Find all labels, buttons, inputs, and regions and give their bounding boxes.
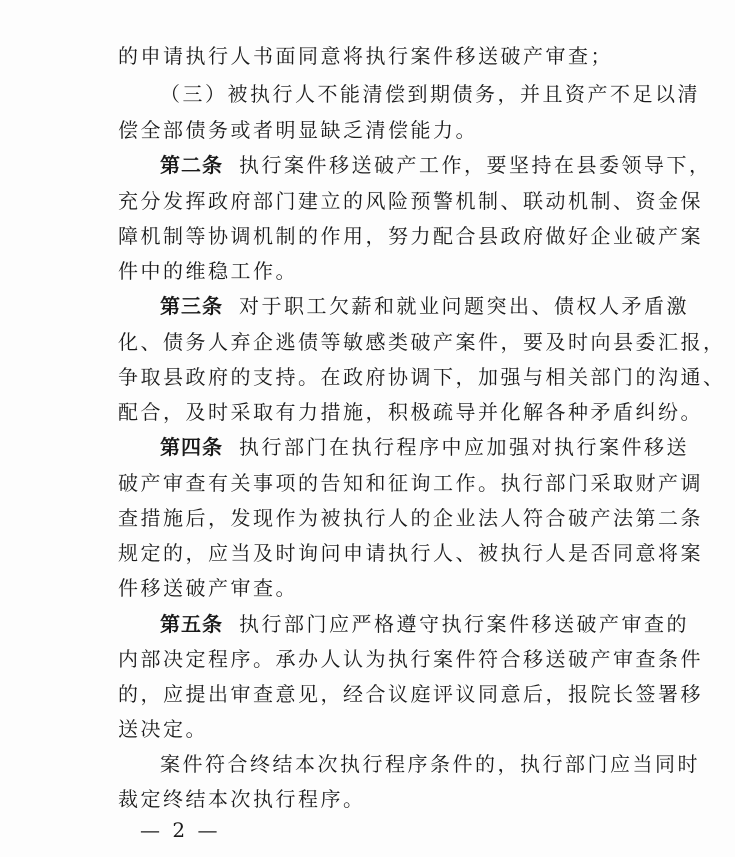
- text-line: 执行部门在执行程序中应加强对执行案件移送: [239, 435, 689, 459]
- text-line: 偿全部债务或者明显缺乏清偿能力。: [118, 118, 478, 142]
- text-line: （三）被执行人不能清偿到期债务，并且资产不足以清: [160, 82, 700, 106]
- article-2-first-line: [160, 153, 712, 177]
- article-2-heading: 第二条: [160, 153, 223, 177]
- article-3-heading: 第三条: [160, 294, 223, 318]
- article-5-first-line: [160, 612, 689, 636]
- text-line: 的申请执行人书面同意将执行案件移送破产审查；: [118, 44, 613, 68]
- article-4-heading: 第四条: [160, 435, 223, 459]
- text-line: 配合，及时采取有力措施，积极疏导并化解各种矛盾纠纷。: [118, 400, 703, 424]
- text-line: 内部决定程序。承办人认为执行案件符合移送破产审查条件: [118, 647, 703, 671]
- text-line: 裁定终结本次执行程序。: [118, 787, 366, 811]
- text-line: 送决定。: [118, 717, 208, 741]
- text-line: 充分发挥政府部门建立的风险预警机制、联动机制、资金保: [118, 189, 703, 213]
- article-5-heading: 第五条: [160, 612, 223, 636]
- text-line: 对于职工欠薪和就业问题突出、债权人矛盾激: [239, 294, 689, 318]
- text-line: 规定的，应当及时询问申请执行人、被执行人是否同意将案: [118, 541, 703, 565]
- article-4-first-line: [160, 435, 689, 459]
- page-number: — 2 —: [140, 818, 221, 842]
- article-3-first-line: [160, 294, 689, 318]
- text-line: 执行案件移送破产工作，要坚持在县委领导下，: [239, 153, 712, 177]
- text-line: 查措施后，发现作为被执行人的企业法人符合破产法第二条: [118, 506, 703, 530]
- text-line: 执行部门应严格遵守执行案件移送破产审查的: [239, 612, 689, 636]
- text-line: 案件符合终结本次执行程序条件的，执行部门应当同时: [160, 752, 700, 776]
- text-line: 化、债务人弃企逃债等敏感类破产案件，要及时向县委汇报，: [118, 330, 726, 354]
- text-line: 件移送破产审查。: [118, 576, 298, 600]
- text-line: 件中的维稳工作。: [118, 259, 298, 283]
- text-line: 障机制等协调机制的作用，努力配合县政府做好企业破产案: [118, 224, 703, 248]
- text-line: 争取县政府的支持。在政府协调下，加强与相关部门的沟通、: [118, 365, 726, 389]
- text-line: 的，应提出审查意见，经合议庭评议同意后，报院长签署移: [118, 682, 703, 706]
- text-line: 破产审查有关事项的告知和征询工作。执行部门采取财产调: [118, 471, 703, 495]
